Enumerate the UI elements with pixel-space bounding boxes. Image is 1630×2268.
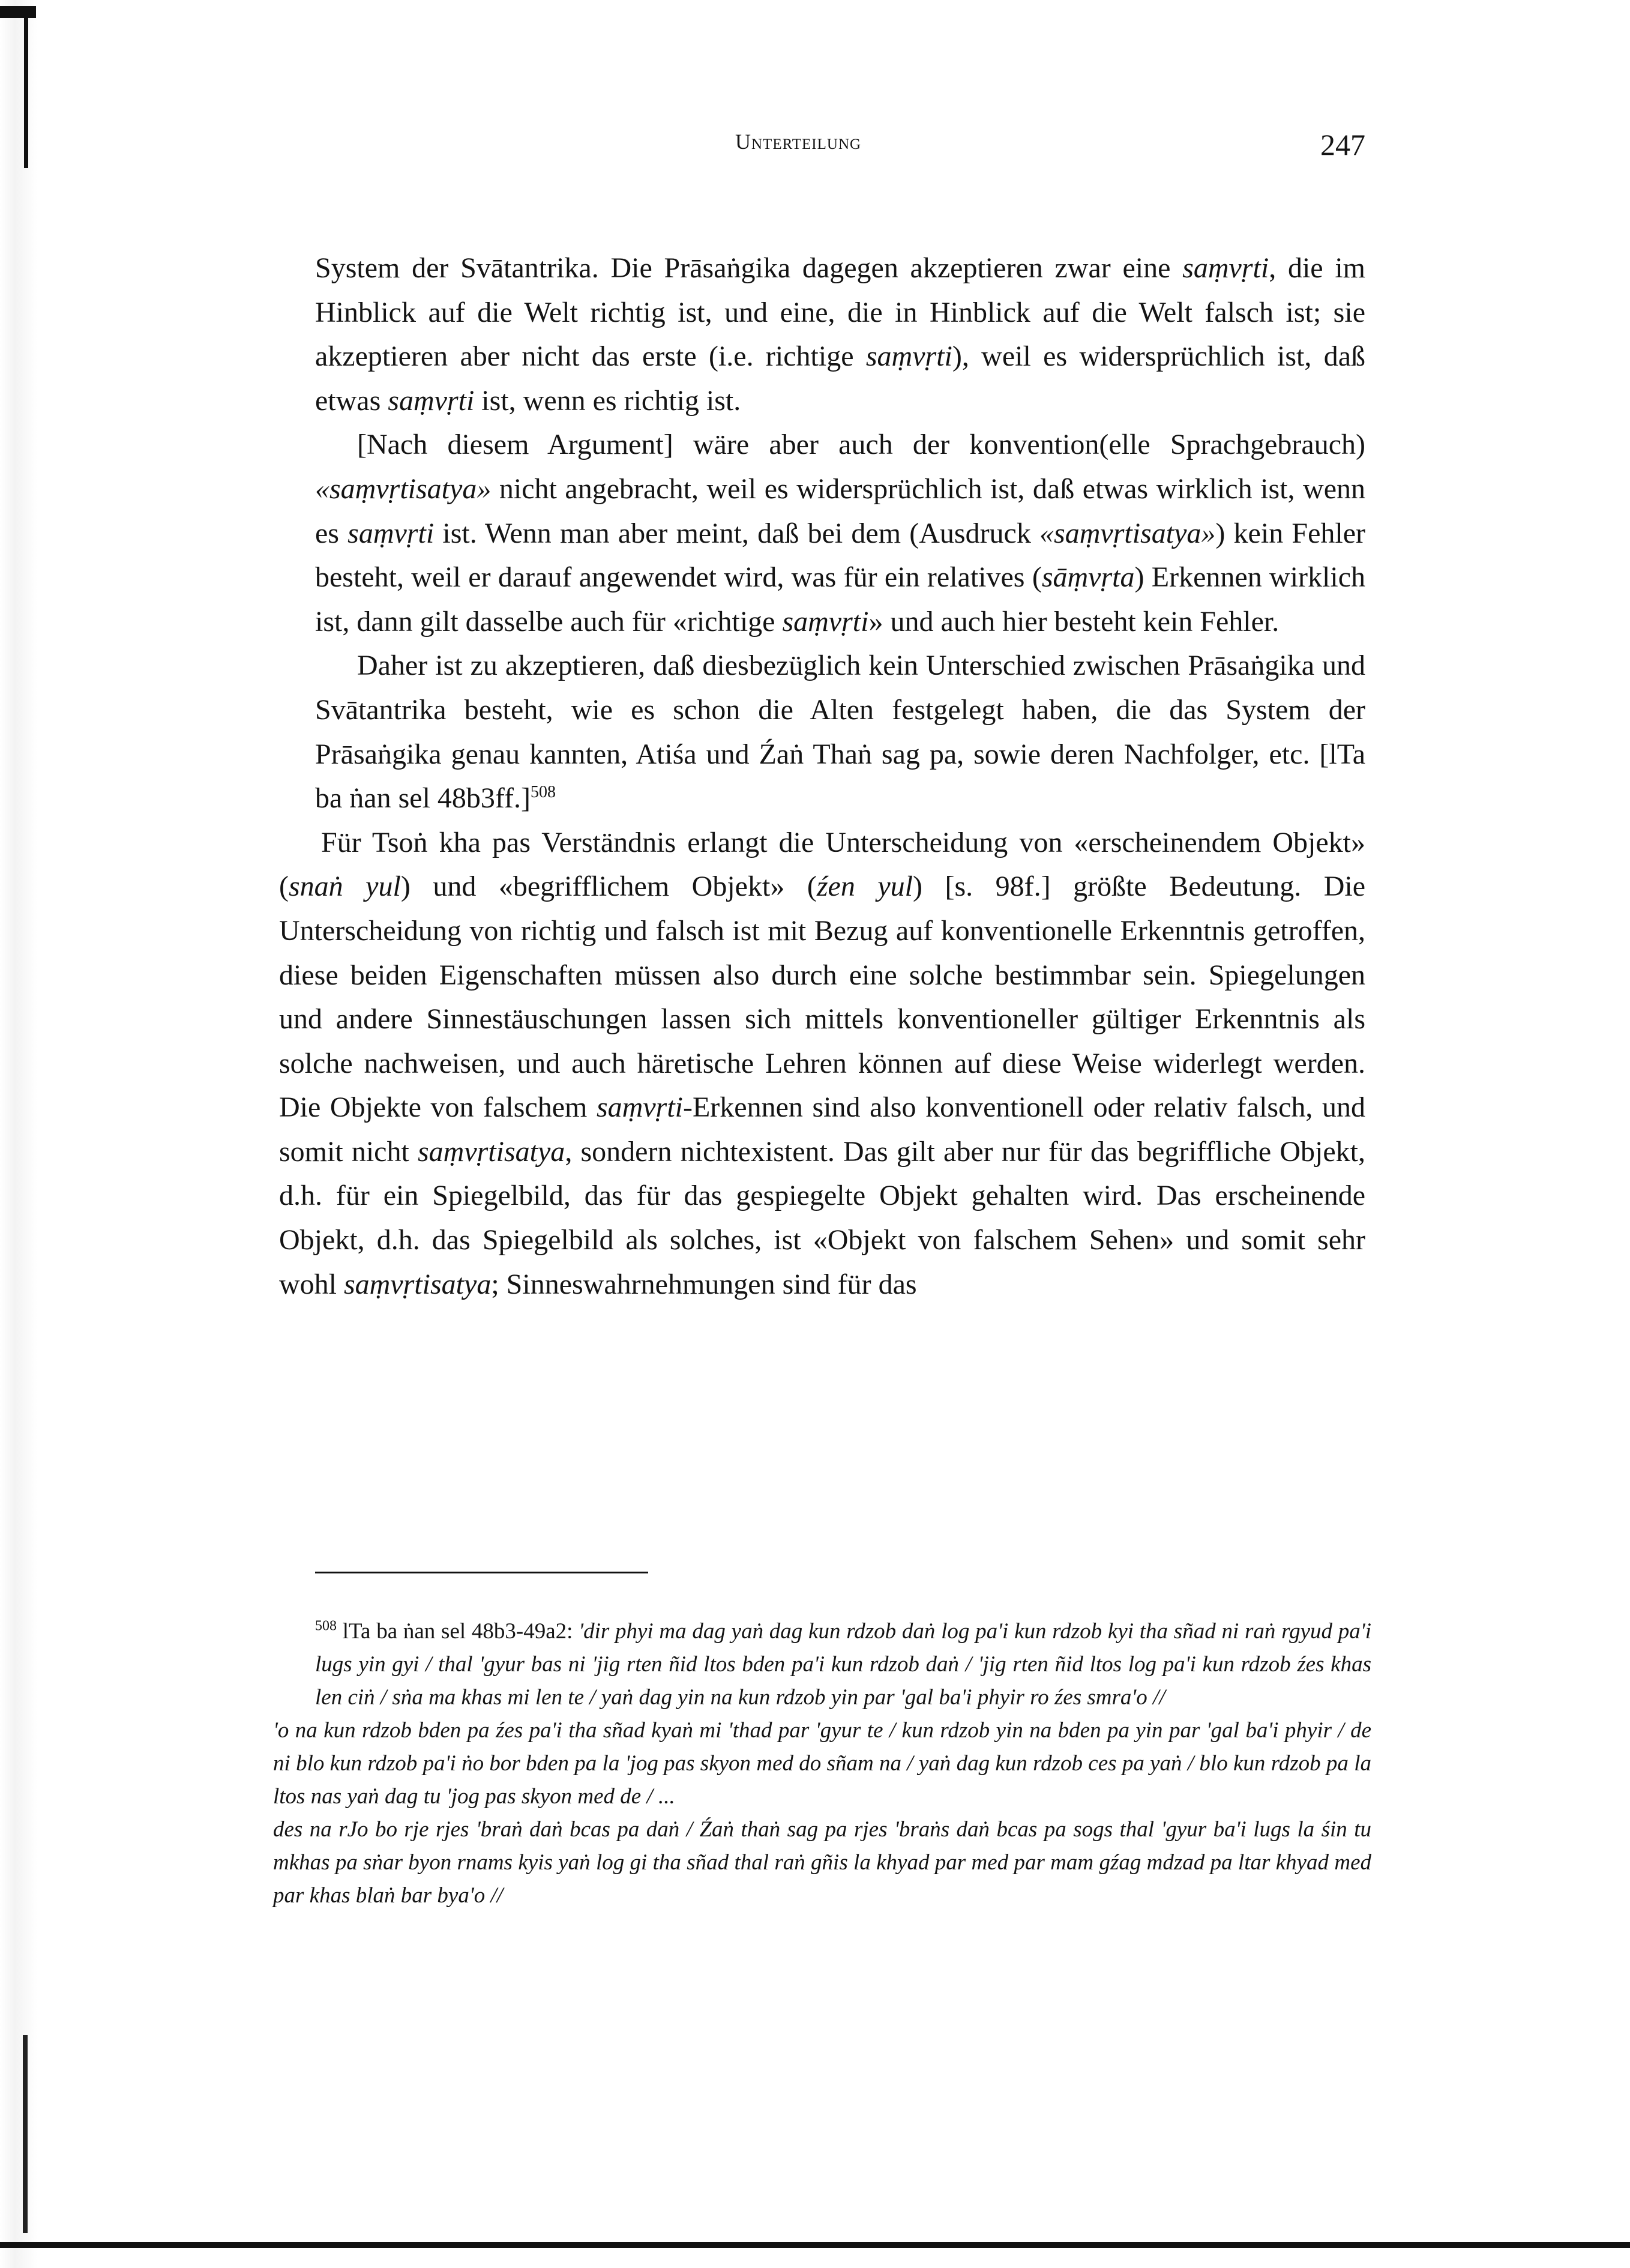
footnote-line (273, 1813, 1371, 1912)
paragraph: System der Svātantrika. Die Prāsaṅgika dagegen akzeptieren zwar eine saṃvṛti, die im Hinblick auf die Welt richtig ist, und eine, die in Hinblick auf die Welt falsch ist; sie akzeptieren aber nicht das erste (i.e. richtige saṃvṛti), weil es widersprüchlich ist, daß etwas saṃvṛti ist, wenn es richtig ist. (315, 252, 1366, 417)
paragraph: Daher ist zu akzeptieren, daß diesbezüglich kein Unterschied zwischen Prāsaṅgika und Svātantrika besteht, wie es schon die Alten festgelegt haben, die das System der Prāsaṅgika genau kannten, Atiśa und Źaṅ Thaṅ sag pa, sowie deren Nachfolger, etc. [lTa ba ṅan sel 48b3ff.]$^{508}$ (315, 650, 1365, 815)
binding-line-top (24, 12, 28, 168)
footnote-number: 508 (315, 1618, 337, 1634)
footnote-separator (315, 1572, 648, 1573)
footnote-source: lTa ba ṅan sel 48b3-49a2: (342, 1619, 579, 1644)
paragraph: Für Tsoṅ kha pas Verständnis erlangt die Unterscheidung von «erscheinendem Objekt» (snaṅ yul) und «begrifflichem Objekt» (źen yul) [s. 98f.] größte Bedeutung. Die Unterscheidung von richtig und falsch ist mit Bezug auf konventionelle Erkenntnis getroffen, diese beiden Eigenschaften müssen also durch eine solche bestimmbar sein. Spiegelungen und andere Sinnestäuschungen lassen sich mittels konventioneller gültiger Erkenntnis als solche nachweisen, und auch häretische Lehren können auf diese Weise widerlegt werden. Die Objekte von falschem saṃvṛti-Erkennen sind also konventionell oder relativ falsch, und somit nicht saṃvṛtisatya, sondern nichtexistent. Das gilt aber nur für das begriffliche Objekt, d.h. für ein Spiegelbild, das für das gespiegelte Objekt gehalten wird. Das erscheinende Objekt, d.h. das Spiegelbild als solches, ist «Objekt von falschem Sehen» und somit sehr wohl saṃvṛtisatya; Sinneswahrnehmungen sind für das (279, 826, 1366, 1300)
scan-edge-bottom (0, 2242, 1630, 2248)
main-text (279, 246, 1366, 1306)
running-title: Unterteilung (735, 130, 862, 154)
page-number: 247 (1320, 128, 1365, 161)
footnote-quote: des na rJo bo rje rjes 'braṅ daṅ bcas pa daṅ / Źaṅ thaṅ sag pa rjes 'braṅs daṅ bcas pa sogs thal 'gyur ba'i lugs la śin tu mkhas pa sṅar byon rnams kyis yaṅ log gi tha sñad thal raṅ gñis la khyad par med par mam gźag mdzad pa ltar khyad med par khas blaṅ bar bya'o // (273, 1817, 1371, 1908)
footnote-reference[interactable]: 508 (531, 783, 556, 802)
footnote-quote: 'o na kun rdzob bden pa źes pa'i tha sñad kyaṅ mi 'thad par 'gyur te / kun rdzob yin na bden pa yin par 'gal ba'i phyir / de ni blo kun rdzob pa'i ṅo bor bden pa la 'jog pas skyon med do sñam na / yaṅ dag kun rdzob ces pa yaṅ / blo kun rdzob pa la ltos nas yaṅ dag tu 'jog pas skyon med de / ... (273, 1718, 1371, 1809)
footnote-quote: 'dir phyi ma dag yaṅ dag kun rdzob daṅ log pa'i kun rdzob kyi tha sñad ni raṅ rgyud pa'i lugs yin gyi / thal 'gyur bas ni 'jig rten ñid ltos bden pa'i kun rdzob daṅ / 'jig rten ñid ltos log pa'i kun rdzob źes khas len ciṅ / sṅa ma khas mi len te / yaṅ dag yin na kun rdzob yin par 'gal ba'i phyir ro źes smra'o // (315, 1619, 1371, 1710)
footnote (273, 1615, 1371, 1912)
binding-mark-top (0, 6, 36, 18)
binding-line-bottom (23, 2035, 28, 2233)
paragraph: [Nach diesem Argument] wäre aber auch der konvention(elle Sprachgebrauch) «saṃvṛtisatya» nicht angebracht, weil es widersprüchlich ist, daß etwas wirklich ist, wenn es saṃvṛti ist. Wenn man aber meint, daß bei dem (Ausdruck «saṃvṛtisatya») kein Fehler besteht, weil er darauf angewendet wird, was für ein relatives (sāṃvṛta) Erkennen wirklich ist, dann gilt dasselbe auch für «richtige saṃvṛti» und auch hier besteht kein Fehler. (315, 429, 1366, 638)
page-spine-shadow (0, 0, 37, 2268)
footnote-line (273, 1714, 1371, 1813)
footnote-line (315, 1615, 1371, 1714)
